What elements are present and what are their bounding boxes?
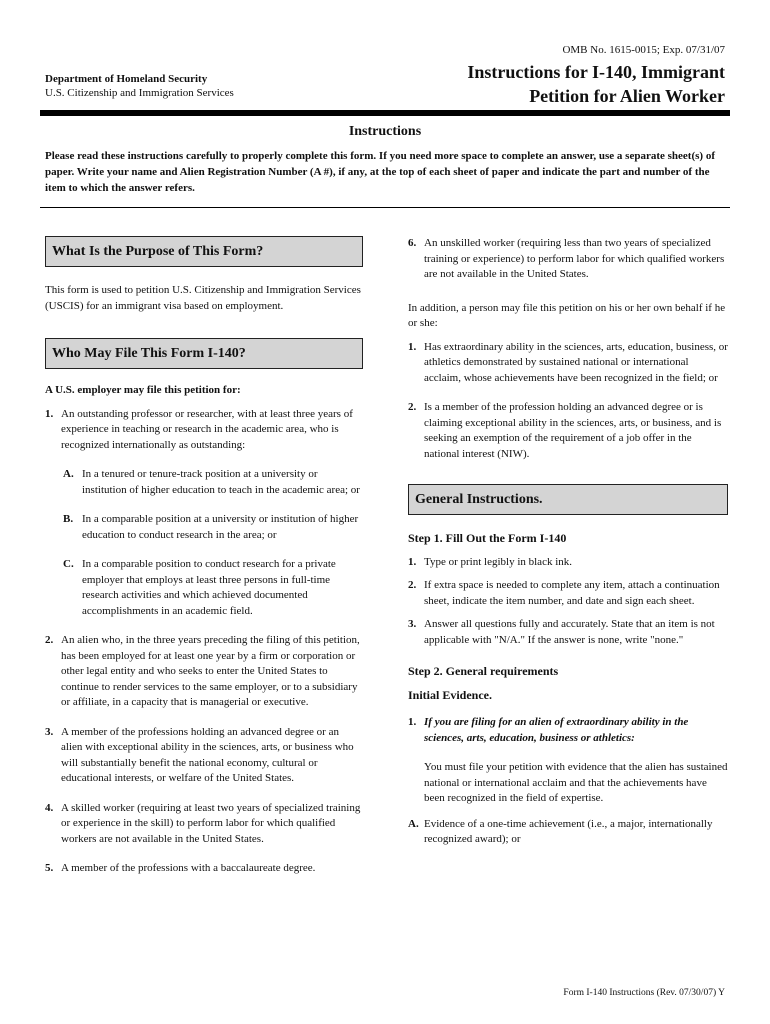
item-number: 2. [408, 401, 417, 413]
item-text: In a comparable position to conduct research for a private employer that employs at least three persons in full-time research activities and which achieved documented accomplishments in an academic field. [82, 558, 336, 617]
item-number: 1. [408, 716, 417, 728]
document-title [467, 60, 725, 108]
list-item [45, 861, 363, 877]
item-number: 3. [408, 618, 417, 630]
intro-divider [40, 207, 730, 208]
item-text: Has extraordinary ability in the sciences, arts, education, business, or athletics demonstrated by sustained national or international acclaim, whose achievements have been recognized in the field; or [424, 340, 728, 384]
general-instructions-heading: General Instructions. [408, 484, 728, 515]
sub-list-item [45, 557, 363, 619]
item-number: 2. [408, 579, 417, 591]
item-number: 2. [45, 634, 54, 646]
list-item [408, 715, 728, 746]
list-item [408, 340, 728, 387]
item-text: A member of the professions with a baccalaureate degree. [61, 862, 316, 874]
list-item [408, 555, 728, 571]
omb-number: OMB No. 1615-0015; Exp. 07/31/07 [562, 44, 725, 56]
item-letter: C. [63, 558, 74, 570]
item-text: A member of the professions holding an advanced degree or an alien with exceptional ability in the sciences, arts, or business who will substantially benefit the national economy, cultural or educational interests, or welfare of the United States. [61, 725, 354, 784]
sub-list-item [45, 512, 363, 543]
left-column [45, 236, 363, 877]
item-number: 1. [45, 407, 54, 420]
item-text: An unskilled worker (requiring less than two years of specialized training or experience) to perform labor for which qualified workers are not available in the United States. [424, 237, 725, 280]
who-may-file-heading: Who May File This Form I-140? [45, 338, 363, 369]
who-may-file-lead: A U.S. employer may file this petition for: [45, 384, 241, 396]
item-letter: B. [63, 513, 74, 525]
right-column [408, 236, 728, 848]
sub-list-item [45, 467, 363, 498]
agency-name: U.S. Citizenship and Immigration Services [45, 87, 234, 99]
step1-title: Step 1. Fill Out the Form I-140 [408, 531, 567, 545]
item-text: In a tenured or tenure-track position at a university or institution of higher education to teach in the academic area; or [82, 468, 360, 496]
title-line-2: Petition for Alien Worker [529, 86, 725, 106]
list-item [45, 725, 363, 787]
list-item [45, 633, 363, 711]
purpose-text: This form is used to petition U.S. Citizenship and Immigration Services (USCIS) for an immigrant visa based on employment. [45, 284, 361, 312]
list-item [408, 617, 728, 648]
list-item [408, 578, 728, 609]
instructions-intro: Please read these instructions carefully to properly complete this form. If you need more space to complete an answer, use a separate sheet(s) of paper. Write your name and Alien Registration Number (A #), if any, at the top of each sheet of paper and indicate the part and number of the item to which the answer refers. [45, 150, 715, 194]
item-letter: A. [63, 468, 74, 480]
item-text: Is a member of the profession holding an advanced degree or is claiming exceptional ability in the sciences, arts, or business, and is seeking an exemption of the requirement of a job offer in the national interest (NIW). [424, 401, 722, 460]
item-number: 5. [45, 862, 54, 874]
purpose-heading: What Is the Purpose of This Form? [45, 236, 363, 267]
item-text: An alien who, in the three years preceding the filing of this petition, has been employed for at least one year by a firm or corporation or other legal entity and who seeks to enter the United States to continue to render services to the same employer, or to a subsidiary or affiliate, in a capacity that is managerial or executive. [61, 634, 360, 708]
agency-block [45, 72, 234, 100]
sub-list-item [408, 817, 728, 848]
item-letter: A. [408, 817, 419, 830]
list-item [408, 236, 728, 283]
title-line-1: Instructions for I-140, Immigrant [467, 62, 725, 82]
item-number: 4. [45, 801, 54, 814]
item-number: 1. [408, 340, 417, 353]
department-name: Department of Homeland Security [45, 73, 208, 85]
evidence-paragraph: You must file your petition with evidence that the alien has sustained national or international acclaim and that the achievements have been recognized in the field of expertise. [424, 761, 728, 804]
list-item [45, 801, 363, 848]
list-item [45, 407, 363, 454]
initial-evidence-heading: Initial Evidence. [408, 687, 493, 702]
item-text: An outstanding professor or researcher, with at least three years of experience in teaching or research in the academic area, who is recognized internationally as outstanding: [61, 407, 353, 451]
item-text: Answer all questions fully and accurately. State that an item is not applicable with "N/A." If the answer is none, write "none." [424, 618, 715, 646]
item-text: Type or print legibly in black ink. [424, 555, 573, 568]
step2-title: Step 2. General requirements [408, 664, 559, 678]
item-text: If you are filing for an alien of extraordinary ability in the sciences, arts, education, business or athletics: [424, 716, 689, 744]
item-number: 1. [408, 555, 417, 568]
item-text: If extra space is needed to complete any item, attach a continuation sheet, indicate the item number, and date and sign each sheet. [424, 579, 720, 607]
list-item [408, 400, 728, 462]
instructions-heading: Instructions [348, 124, 422, 139]
item-text: Evidence of a one-time achievement (i.e., a major, internationally recognized award); or [424, 817, 713, 845]
form-footer: Form I-140 Instructions (Rev. 07/30/07) Y [563, 988, 725, 998]
item-text: A skilled worker (requiring at least two years of specialized training or experience in the skill) to perform labor for which qualified workers are not available in the United States. [61, 801, 361, 845]
self-petition-intro: In addition, a person may file this petition on his or her own behalf if he or she: [408, 301, 726, 329]
header-divider [40, 110, 730, 116]
item-number: 6. [408, 237, 417, 249]
item-text: In a comparable position at a university or institution of higher education to conduct research in the area; or [82, 513, 359, 541]
item-number: 3. [45, 725, 54, 738]
